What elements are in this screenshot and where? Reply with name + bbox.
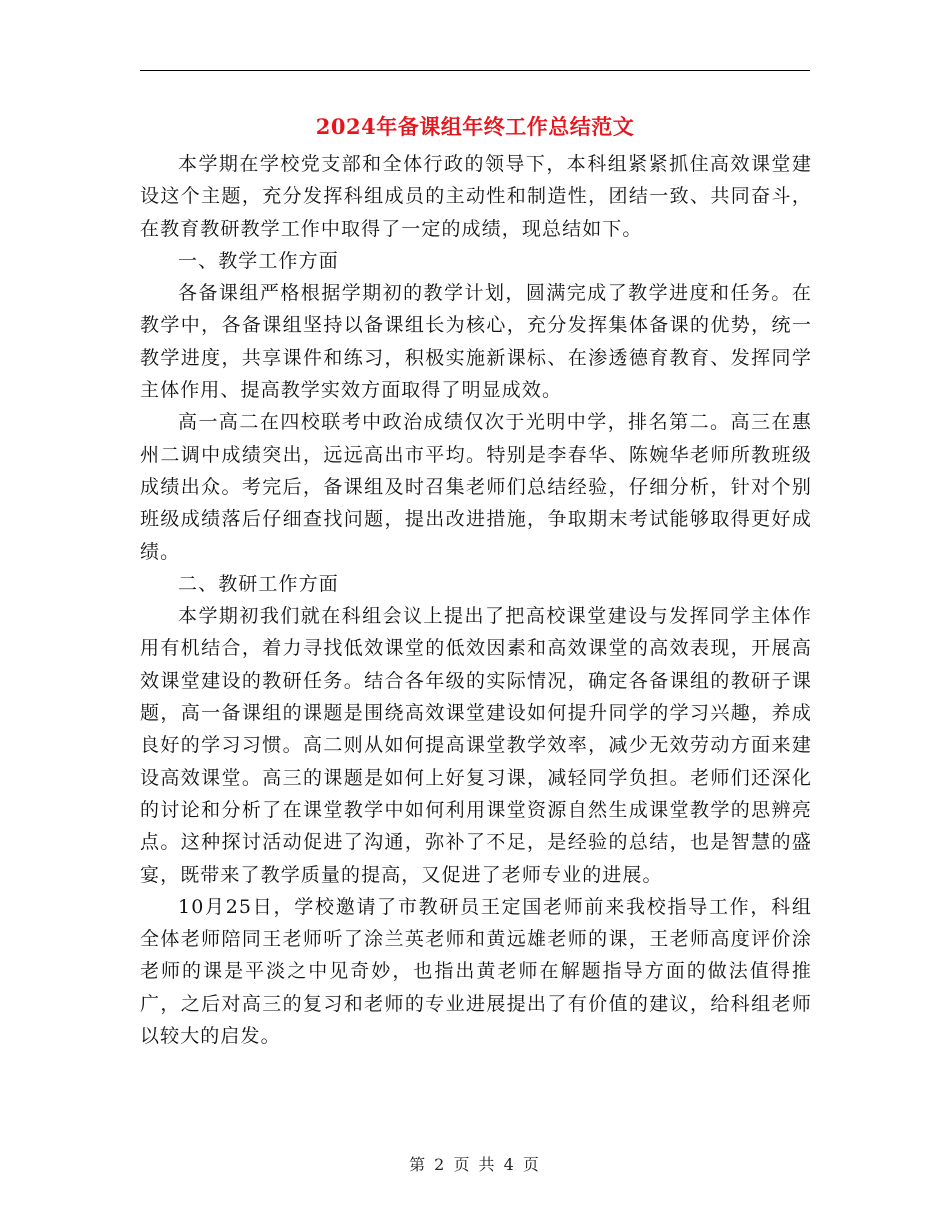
- document-body: [140, 148, 812, 1052]
- paragraph-intro: 本学期在学校党支部和全体行政的领导下，本科组紧紧抓住高效课堂建设这个主题，充分发挥科组成员的主动性和制造性，团结一致、共同奋斗，在教育教研教学工作中取得了一定的成绩，现总结如下。: [140, 153, 812, 240]
- section-heading-research: 二、教研工作方面: [178, 572, 339, 595]
- document-title: 2024年备课组年终工作总结范文: [315, 114, 635, 139]
- section-heading-teaching: 一、教学工作方面: [178, 249, 339, 272]
- paragraph-research-tasks: 本学期初我们就在科组会议上提出了把高校课堂建设与发挥同学主体作用有机结合，着力寻找低效课堂的低效因素和高效课堂的高效表现，开展高效课堂建设的教研任务。结合各年级的实际情况，确定各备课组的教研子课题，高一备课组的课题是围绕高效课堂建设如何提升同学的学习兴趣，养成良好的学习习惯。高二则从如何提高课堂教学效率，减少无效劳动方面来建设高效课堂。高三的课题是如何上好复习课，减轻同学负担。老师们还深化的讨论和分析了在课堂教学中如何利用课堂资源自然生成课堂教学的思辨亮点。这种探讨活动促进了沟通，弥补了不足，是经验的总结，也是智慧的盛宴，既带来了教学质量的提高，又促进了老师专业的进展。: [140, 605, 812, 886]
- header-rule: [140, 70, 810, 71]
- paragraph-teaching-plan: 各备课组严格根据学期初的教学计划，圆满完成了教学进度和任务。在教学中，各备课组坚持以备课组长为核心，充分发挥集体备课的优势，统一教学进度，共享课件和练习，积极实施新课标、在渗透德育教育、发挥同学主体作用、提高教学实效方面取得了明显成效。: [140, 282, 812, 402]
- paragraph-guidance-visit: 10月25日，学校邀请了市教研员王定国老师前来我校指导工作，科组全体老师陪同王老师听了涂兰英老师和黄远雄老师的课，王老师高度评价涂老师的课是平淡之中见奇妙，也指出黄老师在解题指导方面的做法值得推广，之后对高三的复习和老师的专业进展提出了有价值的建议，给科组老师以较大的启发。: [140, 895, 812, 1048]
- page-number: 第 2 页 共 4 页: [409, 1155, 541, 1174]
- paragraph-exam-results: 高一高二在四校联考中政治成绩仅次于光明中学，排名第二。高三在惠州二调中成绩突出，远远高出市平均。特别是李春华、陈婉华老师所教班级成绩出众。考完后，备课组及时召集老师们总结经验，仔细分析，针对个别班级成绩落后仔细查找问题，提出改进措施，争取期末考试能够取得更好成绩。: [140, 411, 812, 563]
